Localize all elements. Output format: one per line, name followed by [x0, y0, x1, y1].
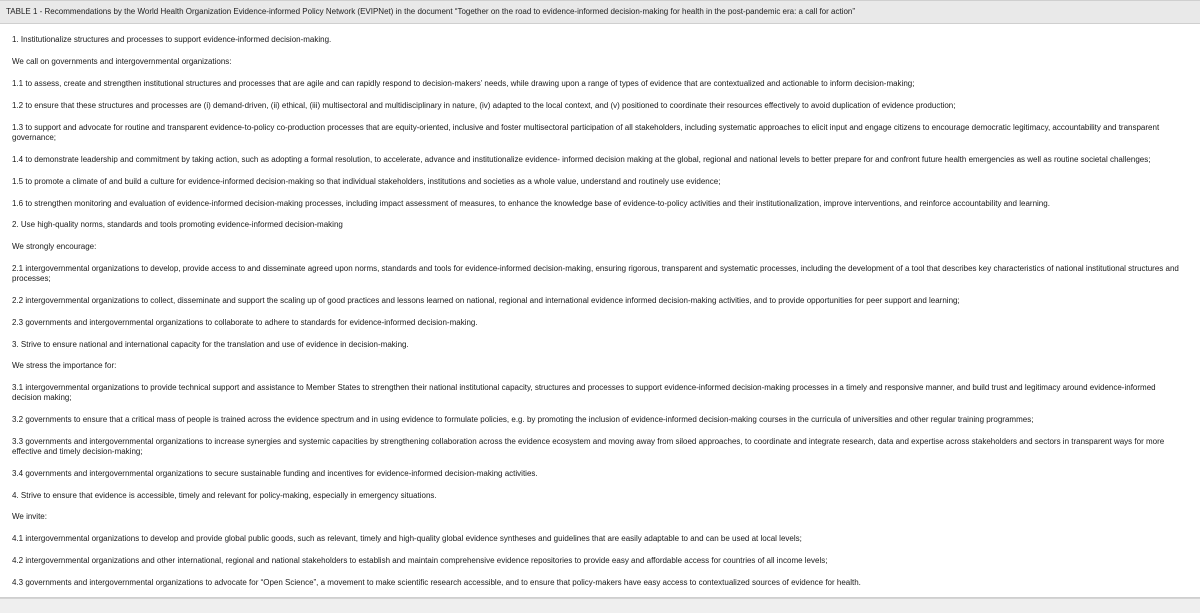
table-body-cell [0, 24, 1200, 598]
recommendation-3-1: 3.1 intergovernmental organizations to provide technical support and assistance to Member States to strengthen their national institutional capacity, structures and processes to support evidence-informed decision-making processes in a timely and responsive manner, and build trust and legitimacy around evidence-informed decision making; [12, 383, 1156, 402]
intro-4: We invite: [12, 512, 47, 521]
footer-band [0, 598, 1200, 613]
recommendation-1-2: 1.2 to ensure that these structures and processes are (i) demand-driven, (ii) ethical, (iii) multisectoral and multidisciplinary in nature, (iv) adapted to the local context, and (v) positioned to coordinate their resources effectively to avoid duplication of evidence production; [12, 101, 956, 110]
recommendation-1-3: 1.3 to support and advocate for routine and transparent evidence-to-policy co-production processes that are equity-oriented, inclusive and foster multisectoral participation of all stakeholders, including systematic approaches to elicit input and engage citizens to encourage democratic legitimacy, accountability and transparent governance; [12, 123, 1160, 142]
intro-1: We call on governments and intergovernmental organizations: [12, 57, 232, 66]
recommendation-1-4: 1.4 to demonstrate leadership and commitment by taking action, such as adopting a formal resolution, to accelerate, advance and institutionalize evidence- informed decision making at the global, regional and national levels to better prepare for and confront future health emergencies as well as routine societal challenges; [12, 155, 1151, 164]
recommendation-3-4: 3.4 governments and intergovernmental organizations to secure sustainable funding and incentives for evidence-informed decision-making activities. [12, 469, 538, 478]
recommendation-2-1: 2.1 intergovernmental organizations to develop, provide access to and disseminate agreed upon norms, standards and tools for evidence-informed decision-making, ensuring rigorous, transparent and systematic processes, including the development of a tool that describes key characteristics of national institutional structures and processes; [12, 264, 1179, 283]
recommendation-1-5: 1.5 to promote a climate of and build a culture for evidence-informed decision-making so that individual stakeholders, institutions and societies as a whole value, understand and routinely use evidence; [12, 177, 721, 186]
heading-3: 3. Strive to ensure national and international capacity for the translation and use of evidence in decision-making. [12, 340, 409, 349]
intro-2: We strongly encourage: [12, 242, 97, 251]
recommendation-1-1: 1.1 to assess, create and strengthen institutional structures and processes that are agile and can rapidly respond to decision-makers’ needs, while drawing upon a range of types of evidence that are contextualized and actionable to inform decision-making; [12, 79, 915, 88]
heading-1: 1. Institutionalize structures and processes to support evidence-informed decision-making. [12, 35, 332, 44]
heading-2: 2. Use high-quality norms, standards and tools promoting evidence-informed decision-making [12, 220, 343, 229]
recommendation-3-3: 3.3 governments and intergovernmental organizations to increase synergies and systemic capacities by strengthening collaboration across the evidence ecosystem and moving away from siloed approaches, to coordinate and integrate research, data and expertise across stakeholders and sectors in transparent ways for more effective and timely decision-making; [12, 437, 1165, 456]
heading-4: 4. Strive to ensure that evidence is accessible, timely and relevant for policy-making, especially in emergency situations. [12, 491, 437, 500]
table-caption: TABLE 1 - Recommendations by the World Health Organization Evidence-informed Policy Network (EVIPNet) in the document “Together on the road to evidence-informed decision-making for health in the post-pandemic era: a call for action” [0, 0, 1200, 24]
recommendation-2-2: 2.2 intergovernmental organizations to collect, disseminate and support the scaling up of good practices and lessons learned on national, regional and international evidence informed decision-making activities, and to provide opportunities for peer support and learning; [12, 296, 960, 305]
recommendation-2-3: 2.3 governments and intergovernmental organizations to collaborate to adhere to standards for evidence-informed decision-making. [12, 318, 478, 327]
recommendation-4-3: 4.3 governments and intergovernmental organizations to advocate for “Open Science”, a movement to make scientific research accessible, and to ensure that policy-makers have easy access to contextualized sources of evidence for health. [12, 578, 861, 587]
recommendation-3-2: 3.2 governments to ensure that a critical mass of people is trained across the evidence spectrum and in using evidence to formulate policies, e.g. by promoting the inclusion of evidence-informed decision-making courses in the curricula of universities and other regular training programmes; [12, 415, 1034, 424]
recommendation-4-2: 4.2 intergovernmental organizations and other international, regional and national stakeholders to establish and maintain comprehensive evidence repositories to provide easy and affordable access for countries of all income levels; [12, 556, 828, 565]
recommendation-1-6: 1.6 to strengthen monitoring and evaluation of evidence-informed decision-making processes, including impact assessment of measures, to enhance the knowledge base of evidence-to-policy activities and their institutionalization, improve interventions, and reinforce accountability and learning. [12, 199, 1050, 208]
intro-3: We stress the importance for: [12, 361, 117, 370]
recommendation-4-1: 4.1 intergovernmental organizations to develop and provide global public goods, such as relevant, timely and high-quality global evidence syntheses and guidelines that are easily adaptable to and can be used at local levels; [12, 534, 802, 543]
